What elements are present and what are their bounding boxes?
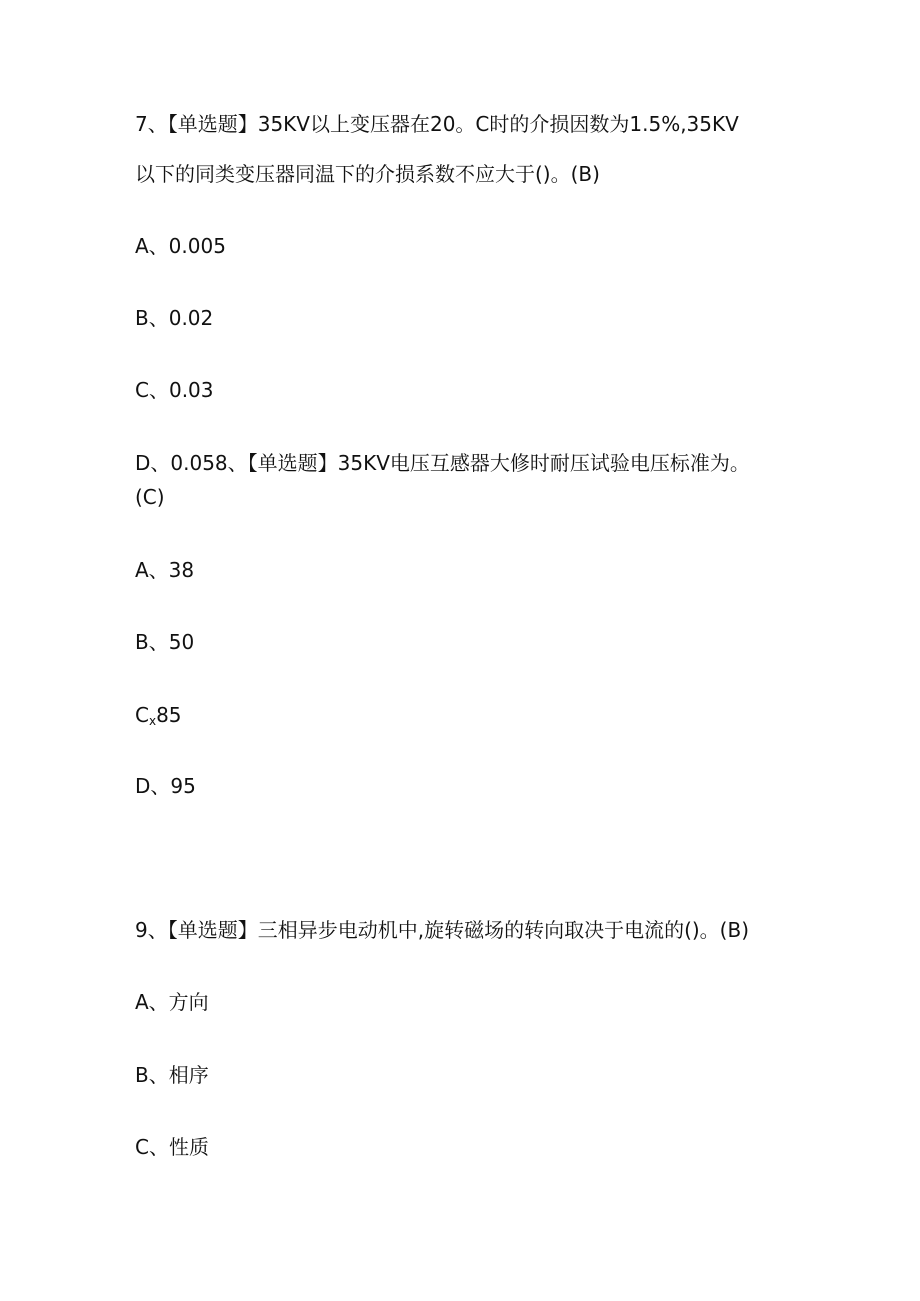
option-c-value: 85: [156, 703, 182, 727]
question-7-text-line1: 7、【单选题】35KV以上变压器在20。C时的介损因数为1.5%,35KV: [135, 112, 739, 136]
question-8-text-line2: (C): [135, 485, 165, 509]
question-9-option-c: C、性质: [135, 1135, 209, 1159]
question-7-option-a: A、0.005: [135, 234, 226, 258]
question-7-option-b: B、0.02: [135, 306, 214, 330]
question-8-option-c: [135, 703, 182, 733]
question-8-text-line1: D、0.058、【单选题】35KV电压互感器大修时耐压试验电压标准为。: [135, 451, 750, 475]
option-c-subscript: x: [148, 714, 157, 728]
question-7-option-c: C、0.03: [135, 378, 214, 402]
question-7-text-line2: 以下的同类变压器同温下的介损系数不应大于()。(B): [135, 162, 600, 186]
option-c-prefix: C: [135, 703, 149, 727]
question-9-text-line1: 9、【单选题】三相异步电动机中,旋转磁场的转向取决于电流的()。(B): [135, 918, 750, 942]
question-9-option-a: A、方向: [135, 990, 209, 1014]
question-9-option-b: B、相序: [135, 1063, 209, 1087]
question-8-option-d: D、95: [135, 774, 196, 798]
question-8-option-b: B、50: [135, 630, 195, 654]
question-8-option-a: A、38: [135, 558, 195, 582]
